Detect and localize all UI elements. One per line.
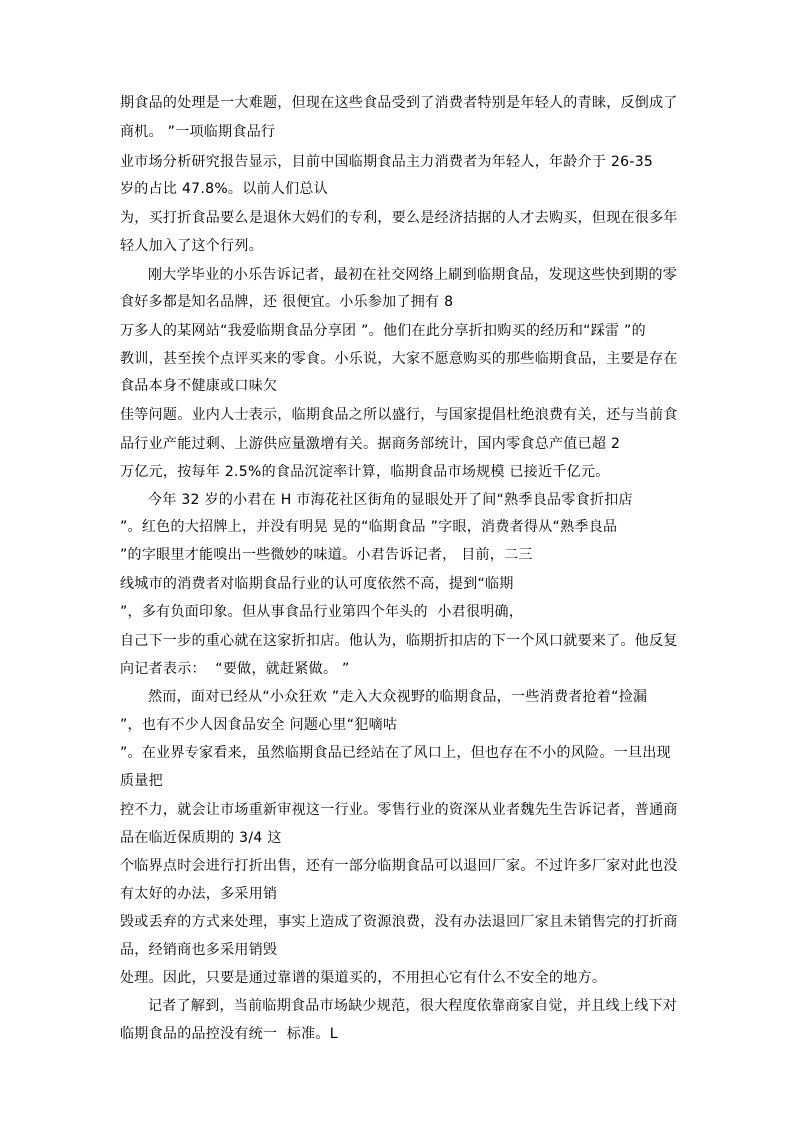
text-line: 然而，面对已经从“小众狂欢 ”走入大众视野的临期食品，一些消费者抢着“捡漏 (148, 689, 648, 705)
text-line: 期食品的处理是一大难题，但现在这些食品受到了消费者特别是年轻人的青睐，反倒成了 (120, 95, 678, 111)
text-line: 个临界点时会进行打折出售，还有一部分临期食品可以退回厂家。不过许多厂家对此也没 (120, 858, 678, 874)
text-line: 业市场分析研究报告显示，目前中国临期食品主力消费者为年轻人，年龄介于 26-35 (120, 154, 654, 170)
text-line: 为，买打折食品要么是退休大妈们的专利，要么是经济拮据的人才去购买，但现在很多年 (120, 210, 678, 226)
text-line: 向记者表示： “要做，就赶紧做。 ” (120, 661, 350, 677)
text-line: 轻人加入了这个行列。 (120, 238, 263, 254)
text-line: 食品本身不健康或口味欠 (120, 378, 278, 394)
text-line: 记者了解到，当前临期食品市场缺少规范，很大程度依靠商家自觉，并且线上线下对 (148, 998, 678, 1014)
text-line: 刚大学毕业的小乐告诉记者，最初在社交网络上刷到临期食品，发现这些快到期的零 (148, 267, 678, 283)
text-line: 临期食品的品控没有统一 标准。L (120, 1026, 338, 1042)
text-line: 品，经销商也多采用销毁 (120, 942, 278, 958)
text-line: 质量把 (120, 773, 163, 789)
text-line: 万亿元，按每年 2.5%的食品沉淀率计算，临期食品市场规模 已接近千亿元。 (120, 464, 610, 480)
text-line: ”，也有不少人因食品安全 问题心里“犯嘀咕 (120, 717, 398, 733)
text-line: 佳等问题。业内人士表示，临期食品之所以盛行，与国家提倡杜绝浪费有关，还与当前食 (120, 407, 678, 423)
text-line: ”。在业界专家看来，虽然临期食品已经站在了风口上，但也存在不小的风险。一旦出现 (120, 745, 671, 761)
text-line: 品在临近保质期的 3/4 这 (120, 830, 282, 846)
text-line: 品行业产能过剩、上游供应量激增有关。据商务部统计，国内零食总产值已超 2 (120, 436, 621, 452)
text-line: 有太好的办法，多采用销 (120, 886, 278, 902)
text-line: ”的字眼里才能嗅出一些微妙的味道。小君告诉记者， 目前，二三 (120, 547, 533, 563)
text-line: 今年 32 岁的小君在 H 市海花社区街角的显眼处开了间“熟季良品零食折扣店 (148, 492, 633, 508)
text-line: ”，多有负面印象。但从事食品行业第四个年头的 小君很明确， (120, 604, 524, 620)
text-line: 毁或丢弃的方式来处理，事实上造成了资源浪费，没有办法退回厂家且未销售完的打折商 (120, 914, 678, 930)
text-line: 教训，甚至挨个点评买来的零食。小乐说，大家不愿意购买的那些临期食品，主要是存在 (120, 351, 678, 367)
text-line: 商机。 ”一项临期食品行 (120, 124, 276, 140)
text-line: 自己下一步的重心就在这家折扣店。他认为，临期折扣店的下一个风口就要来了。他反复 (120, 633, 678, 649)
text-line: 万多人的某网站“我爱临期食品分享团 ”。他们在此分享折扣购买的经历和“踩雷 ”的 (120, 323, 646, 339)
text-line: 岁的占比 47.8%。以前人们总认 (120, 181, 329, 197)
text-line: 食好多都是知名品牌，还 很便宜。小乐参加了拥有 8 (120, 294, 454, 310)
text-line: ”。红色的大招牌上，并没有明晃 晃的“临期食品 ”字眼，消费者得从“熟季良品 (120, 519, 618, 535)
text-line: 处理。因此，只要是通过靠谱的渠道买的，不用担心它有什么不安全的地方。 (120, 970, 607, 986)
text-line: 控不力，就会让市场重新审视这一行业。零售行业的资深从业者魏先生告诉记者，普通商 (120, 802, 678, 818)
text-line: 线城市的消费者对临期食品行业的认可度依然不高，提到“临期 (120, 576, 514, 592)
